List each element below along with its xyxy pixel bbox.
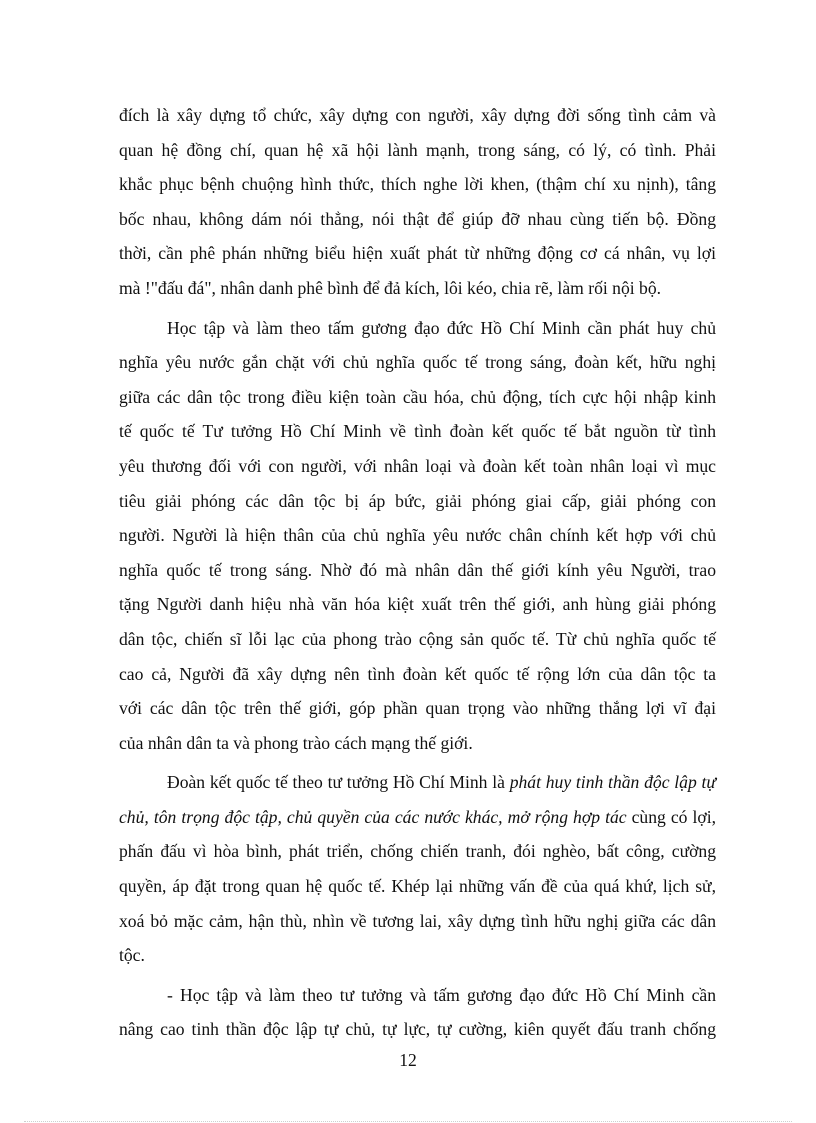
body-text [119,98,716,1047]
text-line: thời, cần phê phán những biểu hiện xuất phát từ những động cơ cá nhân, vụ lợi [119,243,716,264]
text-line: người. Người là hiện thân của chủ nghĩa yêu nước chân chính kết hợp với chủ [119,525,716,546]
paragraph-1 [119,98,716,306]
text-line: quan hệ đồng chí, quan hệ xã hội lành mạnh, trong sáng, có lý, có tình. Phải [119,139,716,160]
paragraph-3 [119,765,716,973]
paragraph-3-rest: cùng có lợi, phấn đấu vì hòa bình, phát triển, chống chiến tranh, đói nghèo, bất công, cường quyền, áp đặt trong quan hệ quốc tế. Khép lại những vấn đề của quá khứ, lịch sử, xoá bỏ mặc cảm, hận thù, nhìn về tương lai, xây dựng tình hữu nghị giữa các dân tộc. [119,806,716,966]
text-line: mà !"đấu đá", nhân danh phê bình để đả kích, lôi kéo, chia rẽ, làm rối nội bộ. [119,277,662,298]
paragraph-4 [119,978,716,1047]
text-line: nghĩa yêu nước gắn chặt với chủ nghĩa quốc tế trong sáng, đoàn kết, hữu nghị [119,352,716,373]
text-line: đích là xây dựng tổ chức, xây dựng con người, xây dựng đời sống tình cảm và [119,105,716,125]
paragraph-3-italic-1: phát huy tinh thần độc lập tự chủ, tôn trọng độc tập, chủ quyền của các nước khác, [119,772,716,827]
text-line: khắc phục bệnh chuộng hình thức, thích nghe lời khen, (thậm chí xu nịnh), tâng [119,174,716,195]
text-line: dân tộc, chiến sĩ lỗi lạc của phong trào cộng sản quốc tế. Từ chủ nghĩa quốc tế [119,628,716,649]
page-bottom-rule [24,1121,792,1122]
text-line: tiêu giải phóng các dân tộc bị áp bức, giải phóng giai cấp, giải phóng con [119,490,716,511]
paragraph-3-intro: Đoàn kết quốc tế theo tư tưởng Hồ Chí Minh là [167,772,510,793]
text-line: - Học tập và làm theo tư tưởng và tấm gương đạo đức Hồ Chí Minh cần [167,984,716,1005]
text-line: của nhân dân ta và phong trào cách mạng thế giới. [119,732,473,753]
text-line: cao cả, Người đã xây dựng nên tình đoàn kết quốc tế rộng lớn của dân tộc ta [119,663,716,684]
page-number: 12 [399,1050,417,1070]
text-line: Học tập và làm theo tấm gương đạo đức Hồ Chí Minh cần phát huy chủ [167,317,716,338]
text-line: nghĩa quốc tế trong sáng. Nhờ đó mà nhân dân thế giới kính yêu Người, trao [119,559,716,580]
paragraph-3-italic-2: mở rộng hợp tác [507,806,627,827]
text-line: nâng cao tinh thần độc lập tự chủ, tự lực, tự cường, kiên quyết đấu tranh chống [119,1019,716,1040]
paragraph-2 [119,311,716,761]
text-line: tặng Người danh hiệu nhà văn hóa kiệt xuất trên thế giới, anh hùng giải phóng [119,594,716,615]
text-line: yêu thương đối với con người, với nhân loại và đoàn kết toàn nhân loại vì mục [119,455,716,476]
text-line: với các dân tộc trên thế giới, góp phần quan trọng vào những thắng lợi vĩ đại [119,698,716,719]
text-line: giữa các dân tộc trong điều kiện toàn cầu hóa, chủ động, tích cực hội nhập kinh [119,386,716,407]
text-line: tế quốc tế Tư tưởng Hồ Chí Minh về tình đoàn kết quốc tế bắt nguồn từ tình [119,421,716,442]
text-line: bốc nhau, không dám nói thẳng, nói thật để giúp đỡ nhau cùng tiến bộ. Đồng [119,208,716,229]
